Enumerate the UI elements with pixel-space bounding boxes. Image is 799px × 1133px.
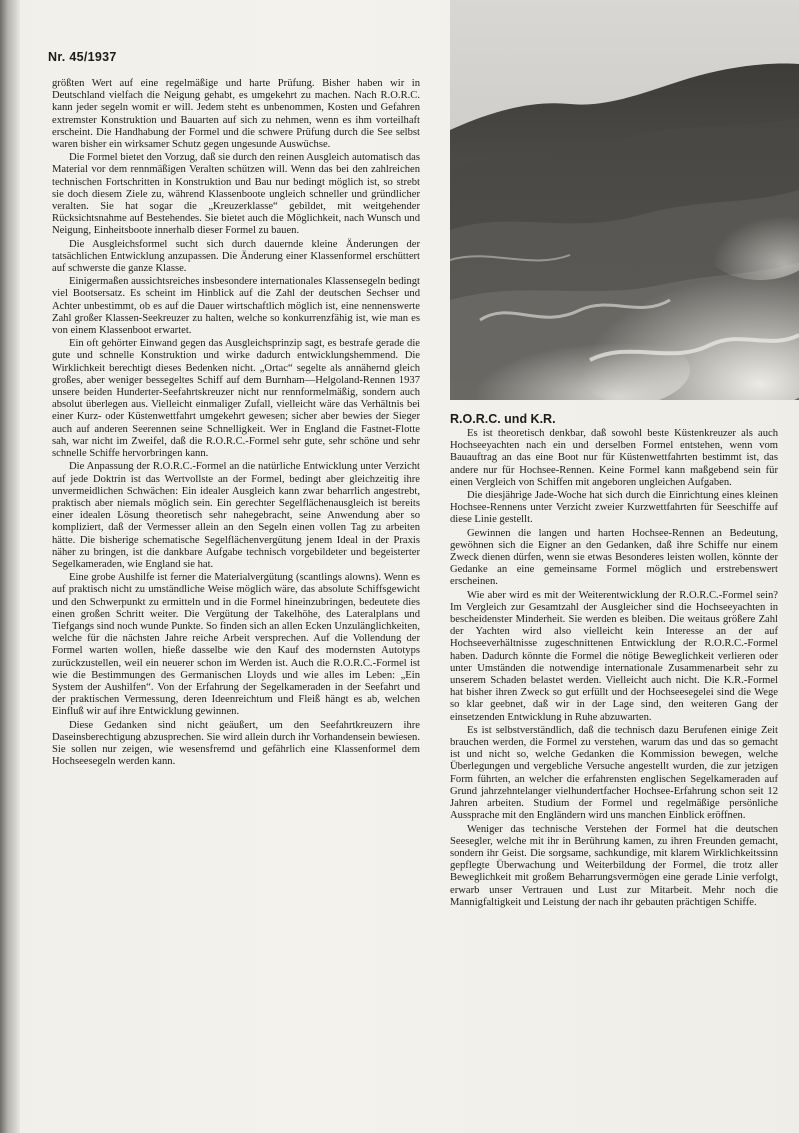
right-paragraph-5: Es ist selbstverständlich, daß die technisch dazu Berufenen einige Zeit brauchen werden, die Formel zu verstehen, warum das und das so gemacht ist und nicht so, welche Gedanken die Kommission bewegen, welche Überlegungen und vergebliche Versuche angestellt wurden, die zur jetzigen Form führten, an welcher die erfahrensten englischen Segelkameraden auf Grund jahrzehntelanger vielhundertfacher Hochsee-Erfahrung schon seit 12 Jahren arbeiten. Studium der Formel und regelmäßige persönliche Aussprache mit den Engländern wird uns manchen Einblick eröffnen. [450, 724, 778, 822]
left-paragraph-1: größten Wert auf eine regelmäßige und harte Prüfung. Bisher haben wir in Deutschland vielfach die Neigung gehabt, es umgekehrt zu machen. Nach R.O.R.C. kann jeder segeln womit er will. Jedem steht es unbenommen, Kosten und Gefahren extremster Konstruktion und Bauarten auf sich zu nehmen, wenn es ihm vorteilhaft erscheint. Die Handhabung der Formel und die schwere Prüfung durch die See selbst waren bisher ein wirksamer Schutz gegen ungesunde Auswüchse. [52, 78, 420, 151]
section-heading: R.O.R.C. und K.R. [450, 412, 556, 426]
left-paragraph-6: Die Anpassung der R.O.R.C.-Formel an die natürliche Entwicklung unter Verzicht auf jede Doktrin ist das Wertvollste an der Formel, bedingt aber gleichzeitig ihre unvermeidlichen Schwächen: Ein idealer Ausgleich kann zwar beharrlich angestrebt, praktisch aber niemals möglich sein. Ein gerechter Segelflächenausgleich ist bereits einer idealen Lösung theoretisch sehr nahegebracht, seine Anwendung aber so kompliziert, daß der Vermesser allein an den Segeln einen vollen Tag zu arbeiten hätte. Die bisherige schematische Segelflächenvergütung jenem Ideal in der Praxis näher zu bringen, ist die dankbare Aufgabe technisch vorgebildeter und begeisterter Segelkameraden, wie England sie hat. [52, 461, 420, 570]
left-column [52, 78, 420, 769]
sea-waves-illustration [450, 0, 799, 400]
right-paragraph-3: Gewinnen die langen und harten Hochsee-Rennen an Bedeutung, gewöhnen sich die Eigner an den Gedanken, daß ihre Schiffe nur einem Zweck dienen dürfen, wenn sie etwas Besonderes leisten wollen, könnte der Gedanke an eine gemeinsame Formel möglich und erstrebenswert erscheinen. [450, 527, 778, 588]
right-paragraph-4: Wie aber wird es mit der Weiterentwicklung der R.O.R.C.-Formel sein? Im Vergleich zur Gesamtzahl der Ausgleicher sind die Hochseeyachten in bescheidenster Minderheit. Sie werden es bleiben. Die weitaus größere Zahl der Yachten wird also vielleicht kein Interesse an der auf Hochseeverhältnisse zugeschnittenen Entwicklung der R.O.R.C.-Formel haben. Dadurch könnte die Formel die nötige Beweglichkeit verlieren oder unter Umständen die notwendige internationale Zusammenarbeit sehr zu unserem Schaden belastet werden. Vielleicht auch nicht. Die K.R.-Formel hat bisher ihren Zweck so gut erfüllt und der Hochseesegelei sind die Wege so klar geebnet, daß wir in der Lage sind, den weiteren Gang der einsetzenden Entwicklung in Ruhe abzuwarten. [450, 589, 778, 723]
page-number: Nr. 45/1937 [48, 50, 117, 64]
left-paragraph-7: Eine grobe Aushilfe ist ferner die Materialvergütung (scantlings alowns). Wenn es auf praktisch nicht zu umständliche Weise möglich wäre, das absolute Schiffsgewicht und den Schwerpunkt zu ermitteln und in die Formel hineinzubringen, bedeutete dies einen großen Schritt weiter. Die Vergütung der Takelhöhe, des Lateralplans und Tiefgangs sind noch wunde Punkte. So finden sich an allen Ecken Unzulänglichkeiten, welche für die nächsten Jahre reiche Arbeit versprechen. Auf die Vollendung der Formel warten wollen, hieße dasselbe wie den Kauf des modernsten Autotyps zurückzustellen, weil ein neuerer schon im Werden ist. Auch die R.O.R.C.-Formel ist wie die Bestimmungen des Germanischen Lloyds und wie alles im Leben: „Ein System der Aushilfen“. Von der Erfahrung der Segelkameraden in der Seefahrt und der praktischen Vermessung, deren Ideenreichtum und Fleiß hängt es ab, welchen Einfluß wir auf ihre Entwicklung gewinnen. [52, 572, 420, 718]
left-paragraph-3: Die Ausgleichsformel sucht sich durch dauernde kleine Änderungen der tatsächlichen Entwicklung anzupassen. Die Änderung einer Klassenformel erschüttert auf schwerste die ganze Klasse. [52, 238, 420, 275]
left-paragraph-4: Einigermaßen aussichtsreiches insbesondere internationales Klassensegeln bedingt viel Bootsersatz. Es scheint im Hinblick auf die Zahl der deutschen Sechser und Achter unbestimmt, ob es auf die Dauer wirtschaftlich möglich ist, eine nennenswerte Zahl großer Klassen-Seekreuzer zu halten, welche so konkurrenzfähig ist, wie man es von einem Klassenboot erwartet. [52, 276, 420, 337]
right-paragraph-6: Weniger das technische Verstehen der Formel hat die deutschen Seesegler, welche mit ihr in Berührung kamen, zu ihren Freunden gemacht, sondern ihr Geist. Die sorgsame, sachkundige, mit klarem Wirklichkeitssinn gepflegte Überwachung und Weiterbildung der Formel, die trotz aller Beweglichkeit mit großem Beharrungsvermögen eine gerade Linie verfolgt, erwarb unser Vertrauen und Lust zur Mitarbeit. Mehr noch die Mannigfaltigkeit und Leistung der nach ihr gebauten prächtigen Schiffe. [450, 823, 778, 908]
right-column [450, 428, 778, 910]
left-paragraph-8: Diese Gedanken sind nicht geäußert, um den Seefahrtkreuzern ihre Daseinsberechtigung abzusprechen. Sie wird allein durch ihr Vorhandensein bewiesen. Sie sollen nur zeigen, wie wesensfremd und gefährlich eine Klassenformel dem Hochseesegeln werden kann. [52, 719, 420, 768]
right-paragraph-1: Es ist theoretisch denkbar, daß sowohl beste Küstenkreuzer als auch Hochseeyachten nach ein und derselben Formel entstehen, wenn vom Bauauftrag an das eine Boot nur für Küstenwettfahrten bestimmt ist, das andere nur für Hochsee-Rennen. Keine Formel kann maßgebend sein für einen Vergleich von Schiffen mit angeboren ungleichen Aufgaben. [450, 428, 778, 488]
right-paragraph-2: Die diesjährige Jade-Woche hat sich durch die Einrichtung eines kleinen Hochsee-Rennens unter Verzicht zweier Kurzwettfahrten für Seeschiffe auf diese Linie gestellt. [450, 490, 778, 526]
left-paragraph-2: Die Formel bietet den Vorzug, daß sie durch den reinen Ausgleich automatisch das Material vor dem rennmäßigen Veralten schützen will. Wenn das bei den zahlreichen technischen Fortschritten in Konstruktion und Bau nur bedingt möglich ist, so strebt sie doch diesem Ziele zu, während Klassenboote ungleich schneller und gründlicher veralten. Sie hat sogar die „Kreuzerklasse“ gebildet, mit weitgehender Rücksichtsnahme auf Bestehendes. Sie bietet auch die Möglichkeit, nach Wunsch und Neigung, Einheitsboote innerhalb dieser Formel zu bauen. [52, 152, 420, 237]
page-gutter [0, 0, 20, 1133]
left-paragraph-5: Ein oft gehörter Einwand gegen das Ausgleichsprinzip sagt, es bestrafe gerade die gute und schnelle Konstruktion und wirke dadurch entwicklungshemmend. Die Wirklichkeit berechtigt dieses Bedenken nicht. „Ortac“ segelte als annähernd gleich großes, aber weniger bessegeltes Schiff auf dem Burnham—Helgoland-Rennen 1937 unsere beiden Hunderter-Seefahrtskreuzer nicht nur rennformelmäßig, sondern auch absolut überlegen aus. Vielleicht einmaliger Zufall, vielleicht wäre das Verhältnis bei einer Kurz- oder Küstenwettfahrt umgekehrt gewesen; sicher aber bewies der Sieger auch auf anderen Seerennen seine Schnelligkeit. Wer in England die Fastnet-Flotte sah, war nicht im Zweifel, daß die R.O.R.C.-Formel sehr gute, sehr schöne und sehr schnelle Schiffe hervorbringen kann. [52, 338, 420, 460]
sea-waves-photo [450, 0, 799, 400]
